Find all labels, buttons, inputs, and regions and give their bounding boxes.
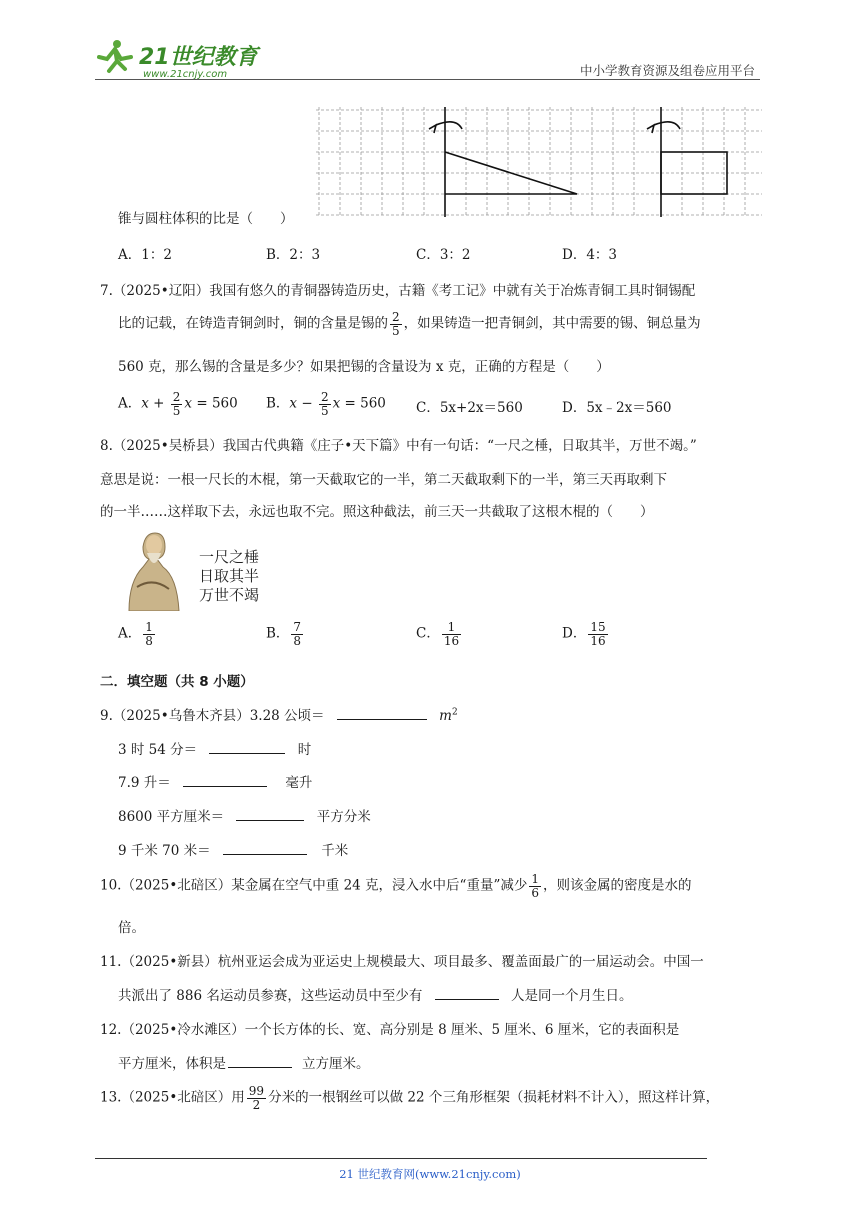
q9-unit1: m	[439, 708, 452, 724]
q8-option-b-den: 8	[293, 633, 302, 648]
q6-option-b: B．2：3	[266, 247, 321, 263]
runner-logo-icon	[99, 40, 131, 71]
q9-line1	[100, 704, 458, 724]
q10-frac-num: 1	[531, 872, 539, 886]
q7-option-b: B．x − $\frac{2}{5}$ x = 560	[266, 390, 386, 418]
q9-blank-5[interactable]	[223, 842, 307, 855]
q13-fraction	[247, 1085, 266, 1111]
q6-option-d: D．4：3	[562, 247, 618, 263]
q7-option-d: D．5x﹣2x＝560	[562, 400, 672, 416]
q12-line2	[118, 1052, 370, 1072]
q8-option-c-den: 16	[443, 633, 460, 648]
q10-line2: 倍。	[118, 920, 145, 936]
verse-line-2: 日取其半	[199, 567, 260, 585]
q12-blank[interactable]	[228, 1055, 292, 1068]
q9-line3-text: 7.9 升＝	[118, 775, 171, 791]
rotation-figure	[316, 107, 762, 221]
q6-option-a: A．1：2	[118, 247, 172, 263]
q11-blank[interactable]	[435, 987, 499, 1000]
q8-option-a-label: A．	[118, 625, 142, 642]
platform-name: 中小学教育资源及组卷应用平台	[579, 63, 755, 78]
header-divider	[95, 79, 760, 80]
q9-line3	[118, 771, 312, 791]
q10-fraction	[529, 873, 541, 899]
q9-unit1-sup: 2	[451, 707, 458, 718]
q9-line4-text: 8600 平方厘米＝	[118, 809, 225, 825]
footer-divider	[95, 1158, 707, 1159]
q7-line2	[118, 311, 701, 337]
q8-line2: 意思是说：一根一尺长的木棍，第一天截取它的一半，第二天截取剩下的一半，第三天再取剩下	[100, 472, 667, 488]
q9-line5-text: 9 千米 70 米＝	[118, 843, 211, 859]
q10-line1	[100, 873, 692, 899]
logo-text: 21世纪教育	[139, 45, 258, 70]
q13-frac-den: 2	[252, 1097, 261, 1112]
q13-line1-start: 13.（2025•北碚区）用	[100, 1089, 245, 1106]
q12-line2-start: 平方厘米，体积是	[118, 1056, 226, 1072]
q7-option-b-label: B．	[266, 395, 290, 412]
q10-line1-start: 10.（2025•北碚区）某金属在空气中重 24 克，浸入水中后“重量”减少	[100, 877, 528, 894]
q7-option-a-label: A．	[118, 395, 142, 412]
q9-line1-text: 9.（2025•乌鲁木齐县）3.28 公顷＝	[100, 708, 325, 724]
q7-frac-den: 5	[392, 323, 400, 338]
zhuangzi-portrait-image	[123, 527, 183, 611]
q8-line3: 的一半……这样取下去，永远也取不完。照这种截法，前三天一共截取了这根木棍的（ ）	[100, 504, 654, 520]
site-logo	[95, 35, 265, 80]
q12-line1: 12.（2025•冷水滩区）一个长方体的长、宽、高分别是 8 厘米、5 厘米、6 厘米，它的表面积是	[100, 1022, 680, 1038]
q7-fraction	[390, 311, 402, 337]
q9-blank-3[interactable]	[183, 774, 267, 787]
q6-option-c: C．3：2	[416, 247, 471, 263]
q6-tail: 锥与圆柱体积的比是（ ）	[118, 211, 294, 227]
q12-line2-end: 立方厘米。	[302, 1056, 370, 1072]
q8-option-d-den: 16	[590, 633, 606, 648]
q8-option-a-num: 1	[145, 620, 153, 634]
verse-line-3: 万世不竭	[199, 586, 260, 604]
q8-option-b-label: B．	[266, 625, 290, 642]
q7-option-a: A．x + $\frac{2}{5}$ x = 560	[118, 390, 238, 418]
q8-line1: 8.（2025•吴桥县）我国古代典籍《庄子•天下篇》中有一句话：“一尺之棰，日取其半，万世不竭。”	[100, 438, 697, 454]
q13-line1-end: 分米的一根钢丝可以做 22 个三角形框架（损耗材料不计入），照这样计算，	[268, 1089, 720, 1106]
q7-option-c: C．5x+2x＝560	[416, 400, 523, 416]
q8-option-b-num: 7	[293, 620, 302, 634]
q11-line2-start: 共派出了 886 名运动员参赛，这些运动员中至少有	[118, 988, 423, 1004]
q9-line5	[118, 839, 348, 859]
q8-option-d-num: 15	[590, 620, 606, 634]
q9-line4	[118, 805, 371, 825]
q9-unit4: 平方分米	[316, 809, 371, 825]
footer-link[interactable]: 21 世纪教育网(www.21cnjy.com)	[339, 1167, 521, 1181]
q8-option-c-num: 1	[442, 621, 461, 635]
section-heading-fill-in: 二．填空题（共 8 小题）	[100, 674, 254, 690]
q13-line1	[100, 1085, 719, 1111]
q9-unit5: 千米	[321, 843, 349, 859]
q7-line2-start: 比的记载，在铸造青铜剑时，铜的含量是锡的	[118, 315, 388, 332]
q11-line2	[118, 984, 632, 1004]
q9-blank-2[interactable]	[209, 741, 285, 754]
q9-blank-1[interactable]	[337, 707, 427, 720]
q8-option-c-label: C．	[416, 625, 440, 642]
q9-line2	[118, 738, 311, 758]
q8-option-a-den: 8	[145, 633, 153, 648]
q9-unit3: 毫升	[285, 775, 313, 791]
q11-line1: 11.（2025•新县）杭州亚运会成为亚运史上规模最大、项目最多、覆盖面最广的一届运动会。中国一	[100, 954, 704, 970]
q10-frac-den: 6	[531, 885, 539, 900]
logo-url: www.21cnjy.com	[143, 69, 228, 80]
q8-option-c	[416, 621, 463, 647]
q9-unit2: 时	[297, 742, 312, 758]
q8-option-d	[562, 621, 610, 647]
q7-line1: 7.（2025•辽阳）我国有悠久的青铜器铸造历史，古籍《考工记》中就有关于冶炼青铜工具时铜锡配	[100, 283, 696, 299]
q7-line2-end: ，如果铸造一把青铜剑，其中需要的锡、铜总量为	[403, 315, 701, 332]
verse-block	[199, 548, 259, 605]
q9-line2-text: 3 时 54 分＝	[118, 742, 198, 758]
q8-option-b	[266, 621, 305, 647]
q8-option-d-label: D．	[562, 625, 587, 642]
q8-option-a	[118, 621, 157, 647]
verse-line-1: 一尺之棰	[199, 548, 260, 566]
q11-line2-end: 人是同一个月生日。	[510, 988, 633, 1004]
q13-frac-num: 99	[248, 1084, 265, 1098]
q7-line3: 560 克，那么锡的含量是多少？如果把锡的含量设为 x 克，正确的方程是（ ）	[118, 359, 610, 375]
q10-line1-end: ，则该金属的密度是水的	[543, 877, 692, 894]
q7-frac-num: 2	[392, 310, 400, 324]
q9-blank-4[interactable]	[236, 808, 304, 821]
